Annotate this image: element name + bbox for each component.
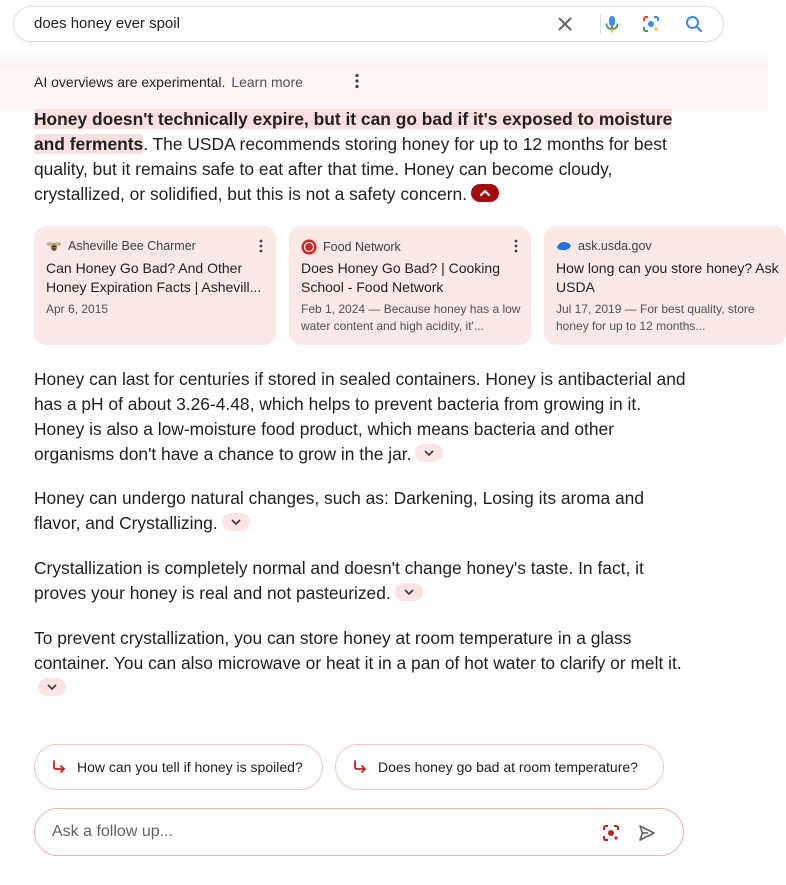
chevron-down-icon (38, 678, 66, 696)
suggestion-chip[interactable] (34, 744, 323, 790)
microphone-icon[interactable] (602, 14, 622, 34)
suggestion-text: Does honey go bad at room temperature? (378, 759, 638, 775)
summary-text: . The USDA recommends storing honey for up to 12 months for best quality, but it remains safe to eat after that time. Honey can become cloudy, crystallized, or solidified, but this is not a safety concern. (34, 134, 667, 204)
suggestion-text: How can you tell if honey is spoiled? (77, 759, 303, 775)
follow-up-arrow-icon (51, 759, 67, 775)
source-site-name: Asheville Bee Charmer (68, 239, 196, 253)
more-options-icon[interactable] (349, 72, 365, 90)
expand-sources-button[interactable] (415, 444, 443, 462)
card-more-icon[interactable] (513, 238, 519, 254)
source-card-food-network[interactable] (289, 226, 531, 345)
paragraph-text: Crystallization is completely normal and doesn't change honey's taste. In fact, it proves your honey is real and not pasteurized. (34, 558, 644, 603)
source-title[interactable]: How long can you store honey? Ask USDA (556, 260, 779, 295)
search-bar (13, 6, 724, 42)
camera-search-icon[interactable] (601, 823, 621, 843)
source-site-name: Food Network (323, 240, 401, 254)
chevron-down-icon (395, 583, 423, 601)
send-icon[interactable] (637, 823, 657, 843)
chevron-down-icon (222, 513, 250, 531)
card-more-icon[interactable] (258, 238, 264, 254)
source-description: Jul 17, 2019 — For best quality, store honey for up to 12 months... (556, 302, 755, 333)
paragraph-text: Honey can last for centuries if stored in sealed containers. Honey is antibacterial and has a pH of about 3.26-4.48, which helps to prevent bacteria from growing in it. Honey is also a low-moisture food product, which means bacteria and other organisms don't have a chance to grow in the jar. (34, 369, 686, 464)
food-network-logo-icon (301, 239, 317, 255)
search-divider (600, 14, 601, 34)
bee-icon (46, 240, 62, 252)
usda-logo-icon (556, 240, 572, 252)
follow-up-arrow-icon (352, 759, 368, 775)
overview-paragraph (34, 367, 694, 467)
chevron-up-icon (471, 184, 499, 202)
source-site (556, 239, 652, 253)
expand-sources-button[interactable] (38, 678, 66, 696)
source-cards (34, 226, 779, 346)
suggestion-chip[interactable] (335, 744, 664, 790)
paragraph-text: To prevent crystallization, you can store honey at room temperature in a glass container. You can also microwave or heat it in a pan of hot water to clarify or melt it. (34, 628, 682, 673)
source-card-usda[interactable] (544, 226, 786, 345)
ai-overview-summary (34, 107, 684, 207)
overview-paragraph (34, 486, 694, 536)
collapse-sources-button[interactable] (471, 184, 499, 202)
lens-icon[interactable] (641, 14, 661, 34)
follow-up-box (34, 808, 684, 856)
expand-sources-button[interactable] (395, 583, 423, 601)
search-icon[interactable] (684, 14, 704, 34)
paragraph-text: Honey can undergo natural changes, such as: Darkening, Losing its aroma and flavor, and Crystallizing. (34, 488, 645, 533)
overview-paragraph (34, 626, 694, 701)
chevron-down-icon (415, 444, 443, 462)
source-site (301, 239, 401, 255)
overview-paragraph (34, 556, 694, 606)
source-title[interactable]: Does Honey Go Bad? | Cooking School - Food Network (301, 260, 500, 295)
source-site (46, 239, 196, 253)
close-icon[interactable] (555, 14, 575, 34)
header-shadow (0, 52, 768, 66)
source-site-name: ask.usda.gov (578, 239, 652, 253)
search-input[interactable] (34, 15, 514, 32)
source-title[interactable]: Can Honey Go Bad? And Other Honey Expiration Facts | Ashevill... (46, 260, 262, 295)
learn-more-link[interactable]: Learn more (231, 74, 303, 90)
expand-sources-button[interactable] (222, 513, 250, 531)
source-description: Feb 1, 2024 — Because honey has a low water content and high acidity, it'... (301, 302, 521, 333)
follow-up-input[interactable] (52, 823, 552, 841)
source-card-asheville[interactable] (34, 226, 276, 345)
ai-overview-notice (34, 74, 303, 90)
summary-highlight: Honey doesn't technically expire, but it can go bad if it's exposed to moisture and ferments (34, 109, 673, 154)
source-description: Apr 6, 2015 (46, 302, 109, 316)
ai-notice-text: AI overviews are experimental. (34, 74, 226, 90)
